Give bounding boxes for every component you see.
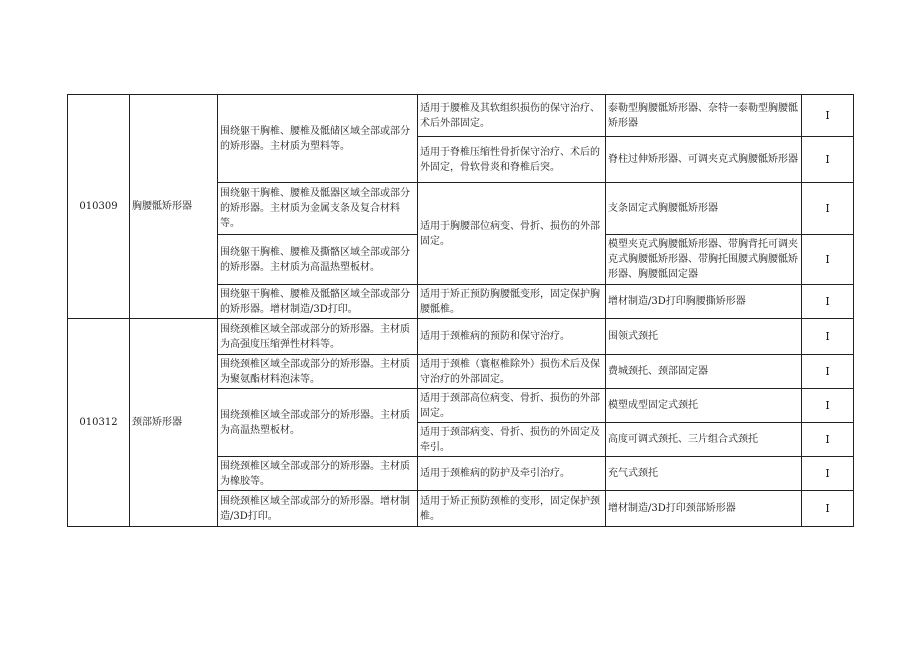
product-description: 围绕躯干胸椎、腰椎及撕骼区域全部或部分的矫形器。主材质为高温热塑板材。: [218, 235, 418, 285]
management-class: I: [802, 355, 854, 389]
product-description: 围绕颈椎区域全部或部分的矫形器。主材质为高强度压缩弹性材料等。: [218, 319, 418, 355]
intended-use: 适用于脊椎压缩性骨折保守治疗、术后的外固定，骨软骨炎和脊椎后突。: [418, 137, 606, 183]
product-examples: 费城颈托、颈部固定器: [606, 355, 802, 389]
product-description: 围绕颈椎区域全部或部分的矫形器。主材质为橡胶等。: [218, 457, 418, 491]
product-examples: 围领式颈托: [606, 319, 802, 355]
table-row: [68, 95, 854, 137]
management-class: I: [802, 319, 854, 355]
product-examples: 增材制造/3D打印胸腰撕矫形器: [606, 285, 802, 319]
management-class: I: [802, 423, 854, 457]
product-examples: 增材制造/3D打印颈部矫形器: [606, 491, 802, 527]
product-code: 010309: [68, 95, 130, 319]
classification-table: [67, 94, 854, 527]
management-class: I: [802, 457, 854, 491]
management-class: I: [802, 491, 854, 527]
product-description: 围绕颈椎区域全部或部分的矫形器。主材质为聚氨酯材料泡沫等。: [218, 355, 418, 389]
product-examples: 支条固定式胸腰骶矫形器: [606, 183, 802, 235]
product-description: 围绕颈椎区域全部或部分的矫形器。主材质为高温热塑板材。: [218, 389, 418, 457]
product-examples: 高度可调式颈托、三片组合式颈托: [606, 423, 802, 457]
intended-use: 适用于颈椎病的预防和保守治疗。: [418, 319, 606, 355]
management-class: I: [802, 183, 854, 235]
product-description: 围绕躯干胸椎、腰椎及骶骼区域全部或部分的矫形器。增材制造/3D打印。: [218, 285, 418, 319]
product-examples: 模塑成型固定式颈托: [606, 389, 802, 423]
intended-use: 适用于颈椎病的防护及牵引治疗。: [418, 457, 606, 491]
product-description: 围绕躯干胸椎、腰椎及骶器区域全部或部分的矫形器。主材质为金属支条及复合材料等。: [218, 183, 418, 235]
product-examples: 模塑夹克式胸腰骶矫形器、带胸背托可调夹克式胸腰骶矫形器、带胸托围腰式胸腰骶矫形器、胸腰骶固定器: [606, 235, 802, 285]
product-examples: 泰勒型胸腰骶矫形器、奈特一泰勒型胸腰骶矫形器: [606, 95, 802, 137]
management-class: I: [802, 389, 854, 423]
product-category: 颈部矫形器: [130, 319, 218, 527]
intended-use: 适用于颈椎（寰枢椎除外）损伤术后及保守治疗的外部固定。: [418, 355, 606, 389]
product-category: 胸腰骶矫形器: [130, 95, 218, 319]
intended-use: 适用于矫正预防胸腰骶变形，固定保护胸腰骶椎。: [418, 285, 606, 319]
intended-use: 适用于颈部高位病变、骨折、损伤的外部固定。: [418, 389, 606, 423]
management-class: I: [802, 137, 854, 183]
intended-use: 适用于颈部病变、骨折、损伤的外固定及牵引。: [418, 423, 606, 457]
intended-use: 适用于腰椎及其软组织损伤的保守治疗、术后外部固定。: [418, 95, 606, 137]
product-description: 围绕躯干胸椎、腰椎及骶储区域全部或部分的矫形器。主材质为塑料等。: [218, 95, 418, 183]
product-description: 围绕颈椎区域全部或部分的矫形器。增材制造/3D打印。: [218, 491, 418, 527]
intended-use: 适用于胸腰部位病变、骨折、损伤的外部固定。: [418, 183, 606, 285]
management-class: I: [802, 235, 854, 285]
product-examples: 脊柱过伸矫形器、可调夹克式胸腰骶矫形器: [606, 137, 802, 183]
intended-use: 适用于矫正预防颈椎的变形，固定保护颈椎。: [418, 491, 606, 527]
product-code: 010312: [68, 319, 130, 527]
table-row: [68, 319, 854, 355]
management-class: I: [802, 285, 854, 319]
product-examples: 充气式颈托: [606, 457, 802, 491]
management-class: I: [802, 95, 854, 137]
